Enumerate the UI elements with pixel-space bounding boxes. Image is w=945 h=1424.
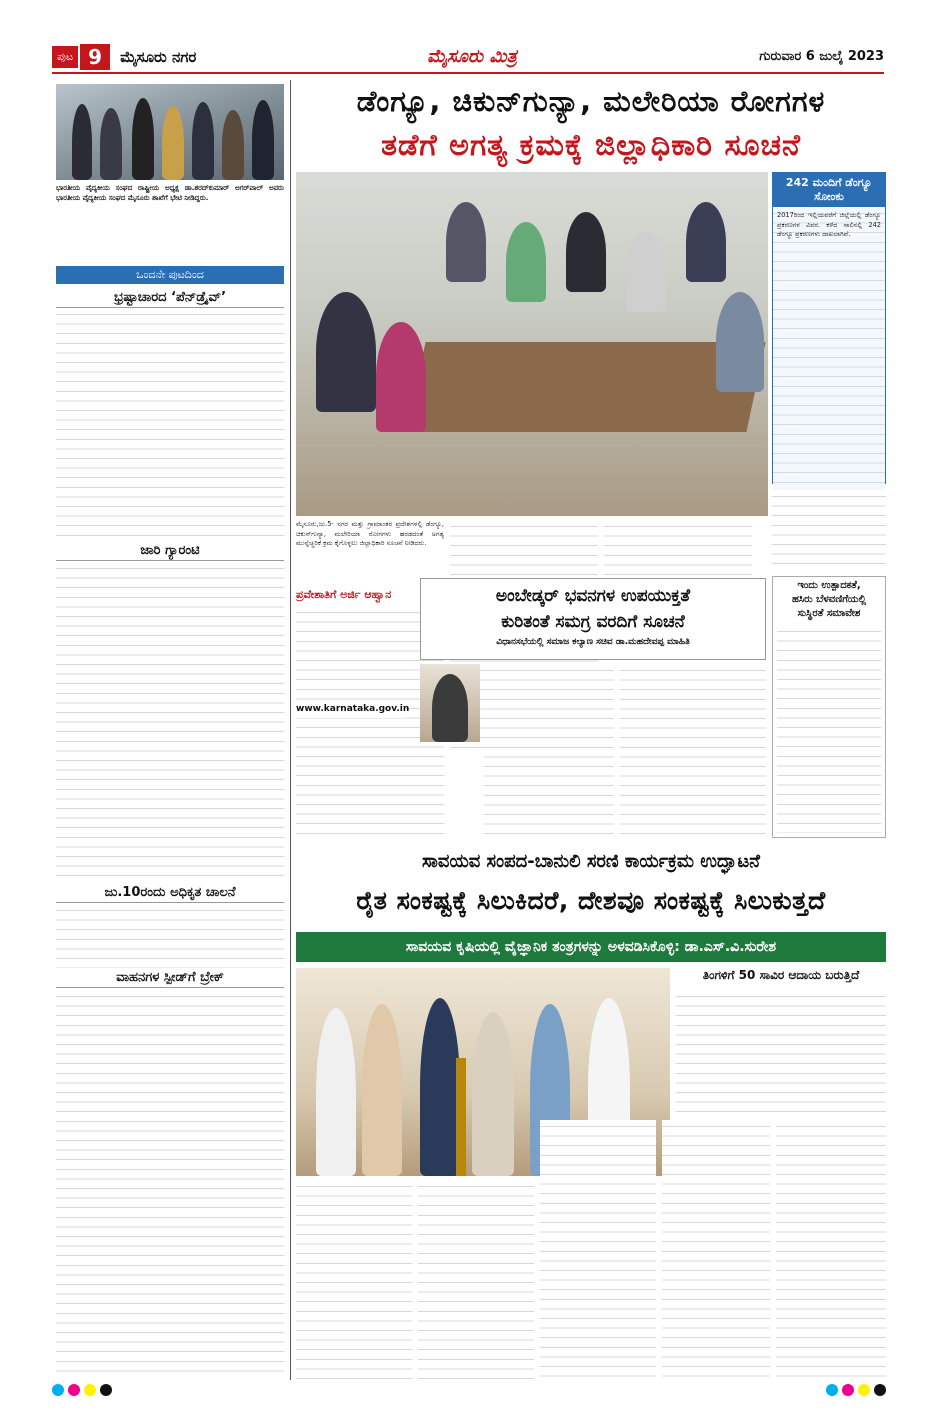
page-label: ಪುಟ bbox=[52, 46, 78, 68]
minister-photo bbox=[420, 664, 480, 742]
organic-kicker: ಸಾವಯವ ಸಂಪದ-ಬಾನುಲಿ ಸರಣಿ ಕಾರ್ಯಕ್ರಮ ಉದ್ಘಾಟನೆ bbox=[421, 851, 761, 872]
page-number-block bbox=[52, 44, 197, 70]
application-url[interactable]: www.karnataka.gov.in bbox=[296, 704, 406, 718]
organic-side-text bbox=[676, 990, 886, 1114]
sustainability-title-2: ಹಸಿರು ಬೆಳವಣಿಗೆಯಲ್ಲಿ bbox=[791, 594, 867, 605]
column-divider-left bbox=[290, 80, 291, 1380]
organic-col4 bbox=[662, 1120, 770, 1380]
sustainability-title-1: ಇಂದು ಉತ್ಪಾದಕತೆ, bbox=[797, 580, 861, 591]
masthead bbox=[52, 44, 884, 70]
dengue-box-text: 2017ರಿಂದ ಇಲ್ಲಿಯವರೆಗೆ ಜಿಲ್ಲೆಯಲ್ಲಿ ಡೆಂಗ್ಯೂ ಪ್ರಕರಣಗಳ ವಿವರ. ಕಳೆದ ಸಾಲಿನಲ್ಲಿ 242 ಡೆಂಗ್ಯೂ ಪ್ರಕರಣಗಳು ದಾಖಲಾಗಿವೆ. bbox=[773, 207, 885, 495]
lead-article-intro: ಮೈಸೂರು,ಜು.5- ನಗರ ಮತ್ತು ಗ್ರಾಮಾಂತರ ಪ್ರದೇಶಗಳಲ್ಲಿ ಡೆಂಗ್ಯೂ, ಚಿಕುನ್‌ಗುನ್ಯಾ, ಮಲೇರಿಯಾ ರೋಗಗಳು ಹರಡದಂತೆ ಅಗತ್ಯ ಮುನ್ನೆಚ್ಚರಿಕೆ ಕ್ರಮ ಕೈಗೊಳ್ಳಲು ಜಿಲ್ಲಾಧಿಕಾರಿ ಸೂಚನೆ ನೀಡಿದರು. bbox=[296, 520, 444, 548]
ambedkar-headline-line1: ಅಂಬೇಡ್ಕರ್ ಭವನಗಳ ಉಪಯುಕ್ತತೆ bbox=[495, 586, 691, 606]
article-title-launch: ಜು.10ರಂದು ಅಧಿಕೃತ ಚಾಲನೆ bbox=[56, 885, 284, 903]
organic-banner: ಸಾವಯವ ಕೃಷಿಯಲ್ಲಿ ವೈಜ್ಞಾನಿಕ ತಂತ್ರಗಳನ್ನು ಅಳವಡಿಸಿಕೊಳ್ಳಿ: ಡಾ.ಎಸ್.ವಿ.ಸುರೇಶ bbox=[296, 932, 886, 962]
sustainability-box-text bbox=[777, 625, 881, 833]
article-body-guarantee bbox=[56, 562, 284, 882]
page-number: 9 bbox=[80, 44, 110, 70]
registration-marks-left bbox=[52, 1384, 112, 1396]
left-top-caption: ಭಾರತೀಯ ವೈದ್ಯಕೀಯ ಸಂಘದ ರಾಷ್ಟ್ರೀಯ ಅಧ್ಯಕ್ಷ ಡಾ.ಶರದ್‌ಕುಮಾರ್ ಅಗರ್‌ವಾಲ್ ಅವರು ಭಾರತೀಯ ವೈದ್ಯಕೀಯ ಸಂಘದ ಮೈಸೂರು ಶಾಖೆಗೆ ಭೇಟಿ ನೀಡಿದ್ದರು. bbox=[56, 184, 284, 202]
organic-side-title: ತಿಂಗಳಿಗೆ 50 ಸಾವಿರ ಆದಾಯ ಬರುತ್ತಿದೆ bbox=[702, 968, 860, 982]
organic-col2 bbox=[418, 1180, 534, 1380]
ambedkar-headline-line2: ಕುರಿತಂತೆ ಸಮಗ್ರ ವರದಿಗೆ ಸೂಚನೆ bbox=[501, 612, 685, 632]
article-body-launch bbox=[56, 904, 284, 968]
application-box-title: ಪ್ರವೇಶಾತಿಗೆ ಅರ್ಜಿ ಆಹ್ವಾನ bbox=[296, 588, 392, 601]
lead-article-col3 bbox=[604, 520, 752, 582]
sustainability-title-3: ಸುಸ್ಥಿರತೆ ಸಮಾವೇಶ bbox=[797, 608, 861, 619]
organic-headline: ರೈತ ಸಂಕಷ್ಟಕ್ಕೆ ಸಿಲುಕಿದರೆ, ದೇಶವೂ ಸಂಕಷ್ಟಕ್ಕೆ ಸಿಲುಕುತ್ತದೆ bbox=[356, 886, 826, 915]
organic-col3 bbox=[540, 1120, 656, 1380]
ambedkar-col1 bbox=[484, 664, 614, 838]
article-body-pendrive bbox=[56, 308, 284, 540]
right-col-text-upper bbox=[772, 490, 886, 570]
ambedkar-subhead: ವಿಧಾನಸಭೆಯಲ್ಲಿ ಸಮಾಜ ಕಲ್ಯಾಣ ಸಚಿವ ಡಾ.ಮಹದೇವಪ್ಪ ಮಾಹಿತಿ bbox=[496, 637, 690, 647]
sustainability-box bbox=[772, 576, 886, 838]
dengue-box-title: 242 ಮಂದಿಗೆ ಡೆಂಗ್ಯೂ ಸೋಂಕು bbox=[773, 173, 885, 207]
ambedkar-headline-box bbox=[420, 578, 766, 660]
ambedkar-col2 bbox=[620, 664, 766, 838]
masthead-rule bbox=[52, 72, 884, 74]
organic-col1 bbox=[296, 1180, 412, 1380]
lead-headline-line1: ಡೆಂಗ್ಯೂ, ಚಿಕುನ್‌ಗುನ್ಯಾ, ಮಲೇರಿಯಾ ರೋಗಗಳ bbox=[356, 84, 826, 118]
article-body-speed bbox=[56, 990, 284, 1380]
issue-date: ಗುರುವಾರ 6 ಜುಲೈ 2023 bbox=[759, 49, 884, 64]
dengue-box bbox=[772, 172, 886, 484]
article-title-guarantee: ಜಾರಿ ಗ್ಯಾರಂಟಿ bbox=[56, 543, 284, 561]
article-title-speed: ವಾಹನಗಳ ಸ್ಪೀಡ್‌ಗೆ ಬ್ರೇಕ್ bbox=[56, 970, 284, 988]
newspaper-brand: ಮೈಸೂರು ಮಿತ್ರ bbox=[427, 46, 517, 67]
registration-marks-right bbox=[826, 1384, 886, 1396]
organic-col5 bbox=[776, 1120, 886, 1380]
left-top-photo bbox=[56, 84, 284, 180]
section-title: ಮೈಸೂರು ನಗರ bbox=[120, 48, 197, 66]
lead-photo-meeting bbox=[296, 172, 768, 516]
lead-headline-line2: ತಡೆಗೆ ಅಗತ್ಯ ಕ್ರಮಕ್ಕೆ ಜಿಲ್ಲಾಧಿಕಾರಿ ಸೂಚನೆ bbox=[381, 128, 801, 163]
continued-banner: ಒಂದನೇ ಪುಟದಿಂದ bbox=[56, 266, 284, 284]
article-title-pendrive: ಭ್ರಷ್ಟಾಚಾರದ ‘ಪೆನ್‌ಡ್ರೈವ್’ bbox=[56, 290, 284, 308]
